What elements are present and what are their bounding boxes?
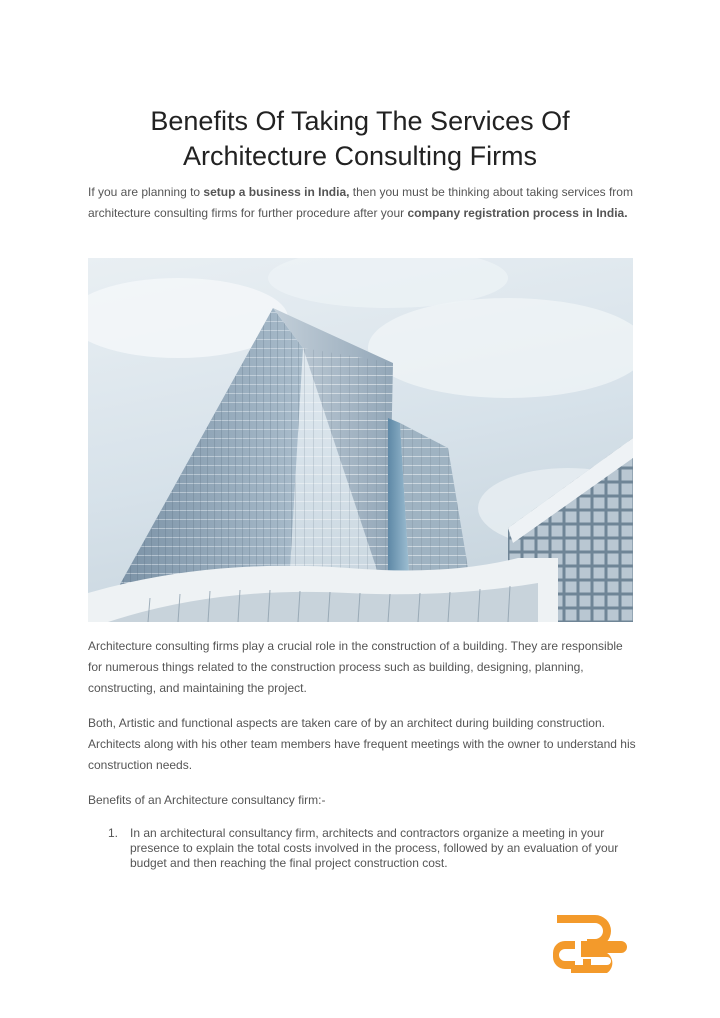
page-title bbox=[80, 104, 640, 174]
intro-text-1: If you are planning to bbox=[88, 185, 204, 199]
list-item-number: 1. bbox=[108, 826, 119, 840]
hero-image bbox=[88, 258, 633, 622]
intro-paragraph bbox=[88, 182, 640, 224]
title-line-2: Architecture Consulting Firms bbox=[182, 141, 538, 171]
list-item bbox=[88, 826, 638, 871]
list-item-text: In an architectural consultancy firm, architects and contractors organize a meeting in your presence to explain the total costs involved in the process, followed by an evaluation of your budget and then reaching the final project construction cost. bbox=[130, 826, 619, 870]
skyscraper-photo-icon bbox=[88, 258, 633, 622]
intro-bold-2: company registration process in India. bbox=[407, 206, 628, 220]
paragraph-benefits-heading: Benefits of an Architecture consultancy firm:- bbox=[88, 793, 326, 807]
brand-logo-icon bbox=[551, 913, 627, 975]
paragraph-aspects: Both, Artistic and functional aspects are taken care of by an architect during building construction. Architects along with his other team members have frequent meetings with the owner to understand his construction needs. bbox=[88, 716, 636, 772]
intro-bold-1: setup a business in India, bbox=[203, 185, 350, 199]
title-line-1: Benefits Of Taking The Services Of bbox=[150, 106, 570, 136]
intro-text-2: then you must be thinking about taking services from architecture consulting firms for further procedure after your bbox=[88, 185, 633, 220]
paragraph-role: Architecture consulting firms play a crucial role in the construction of a building. They are responsible for numerous things related to the construction process such as building, designing, planning, constructing, and maintaining the project. bbox=[88, 639, 623, 695]
benefits-list bbox=[88, 826, 638, 871]
